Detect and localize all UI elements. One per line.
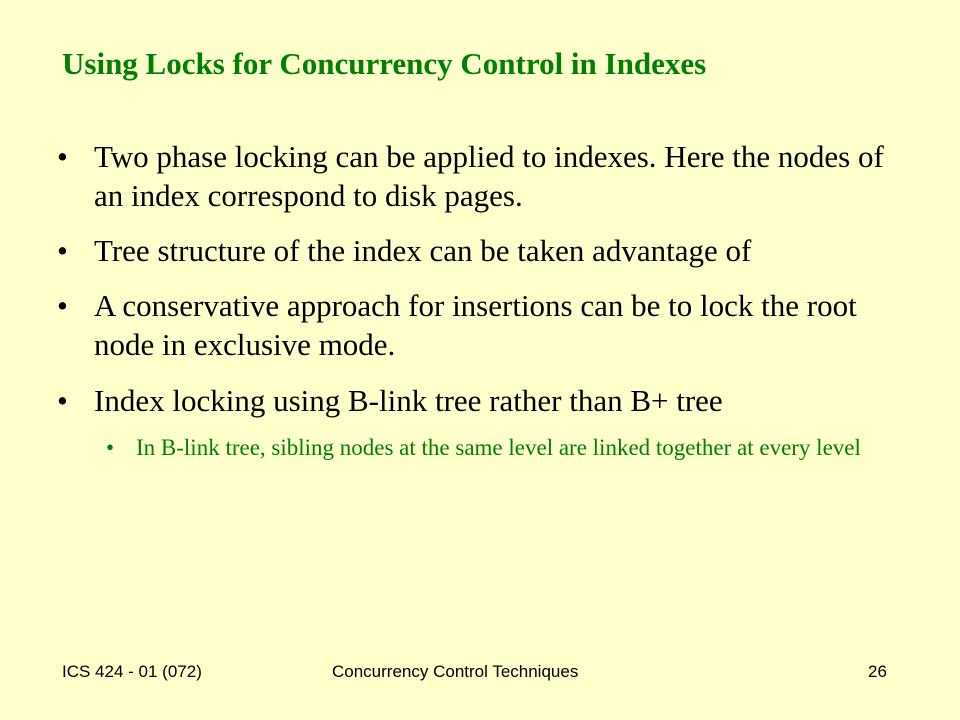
bullet-icon: • (57, 233, 68, 268)
bullet-text: A conservative approach for insertions can be to lock the root node in exclusive mode. (94, 288, 857, 362)
bullet-text: Index locking using B-link tree rather than B+ tree (94, 383, 723, 418)
footer-page-number: 26 (868, 662, 887, 681)
bullet-icon: • (57, 288, 68, 323)
bullet-text: Two phase locking can be applied to indexes. Here the nodes of an index correspond to disk pages. (94, 139, 884, 213)
bullet-text: Tree structure of the index can be taken advantage of (94, 233, 752, 268)
bullet-icon: • (57, 383, 68, 418)
bullet-item (57, 286, 907, 364)
sub-bullet-item (106, 432, 886, 464)
sub-bullet-icon: • (106, 435, 115, 460)
slide-title: Using Locks for Concurrency Control in Indexes (62, 46, 707, 81)
bullet-item (57, 231, 907, 270)
bullet-icon: • (57, 139, 68, 174)
bullet-item (57, 381, 907, 420)
sub-bullet-text: In B-link tree, sibling nodes at the same level are linked together at every level (136, 435, 861, 460)
footer-course-code: ICS 424 - 01 (072) (62, 662, 202, 681)
footer-topic: Concurrency Control Techniques (332, 662, 579, 681)
bullet-item (57, 137, 907, 215)
